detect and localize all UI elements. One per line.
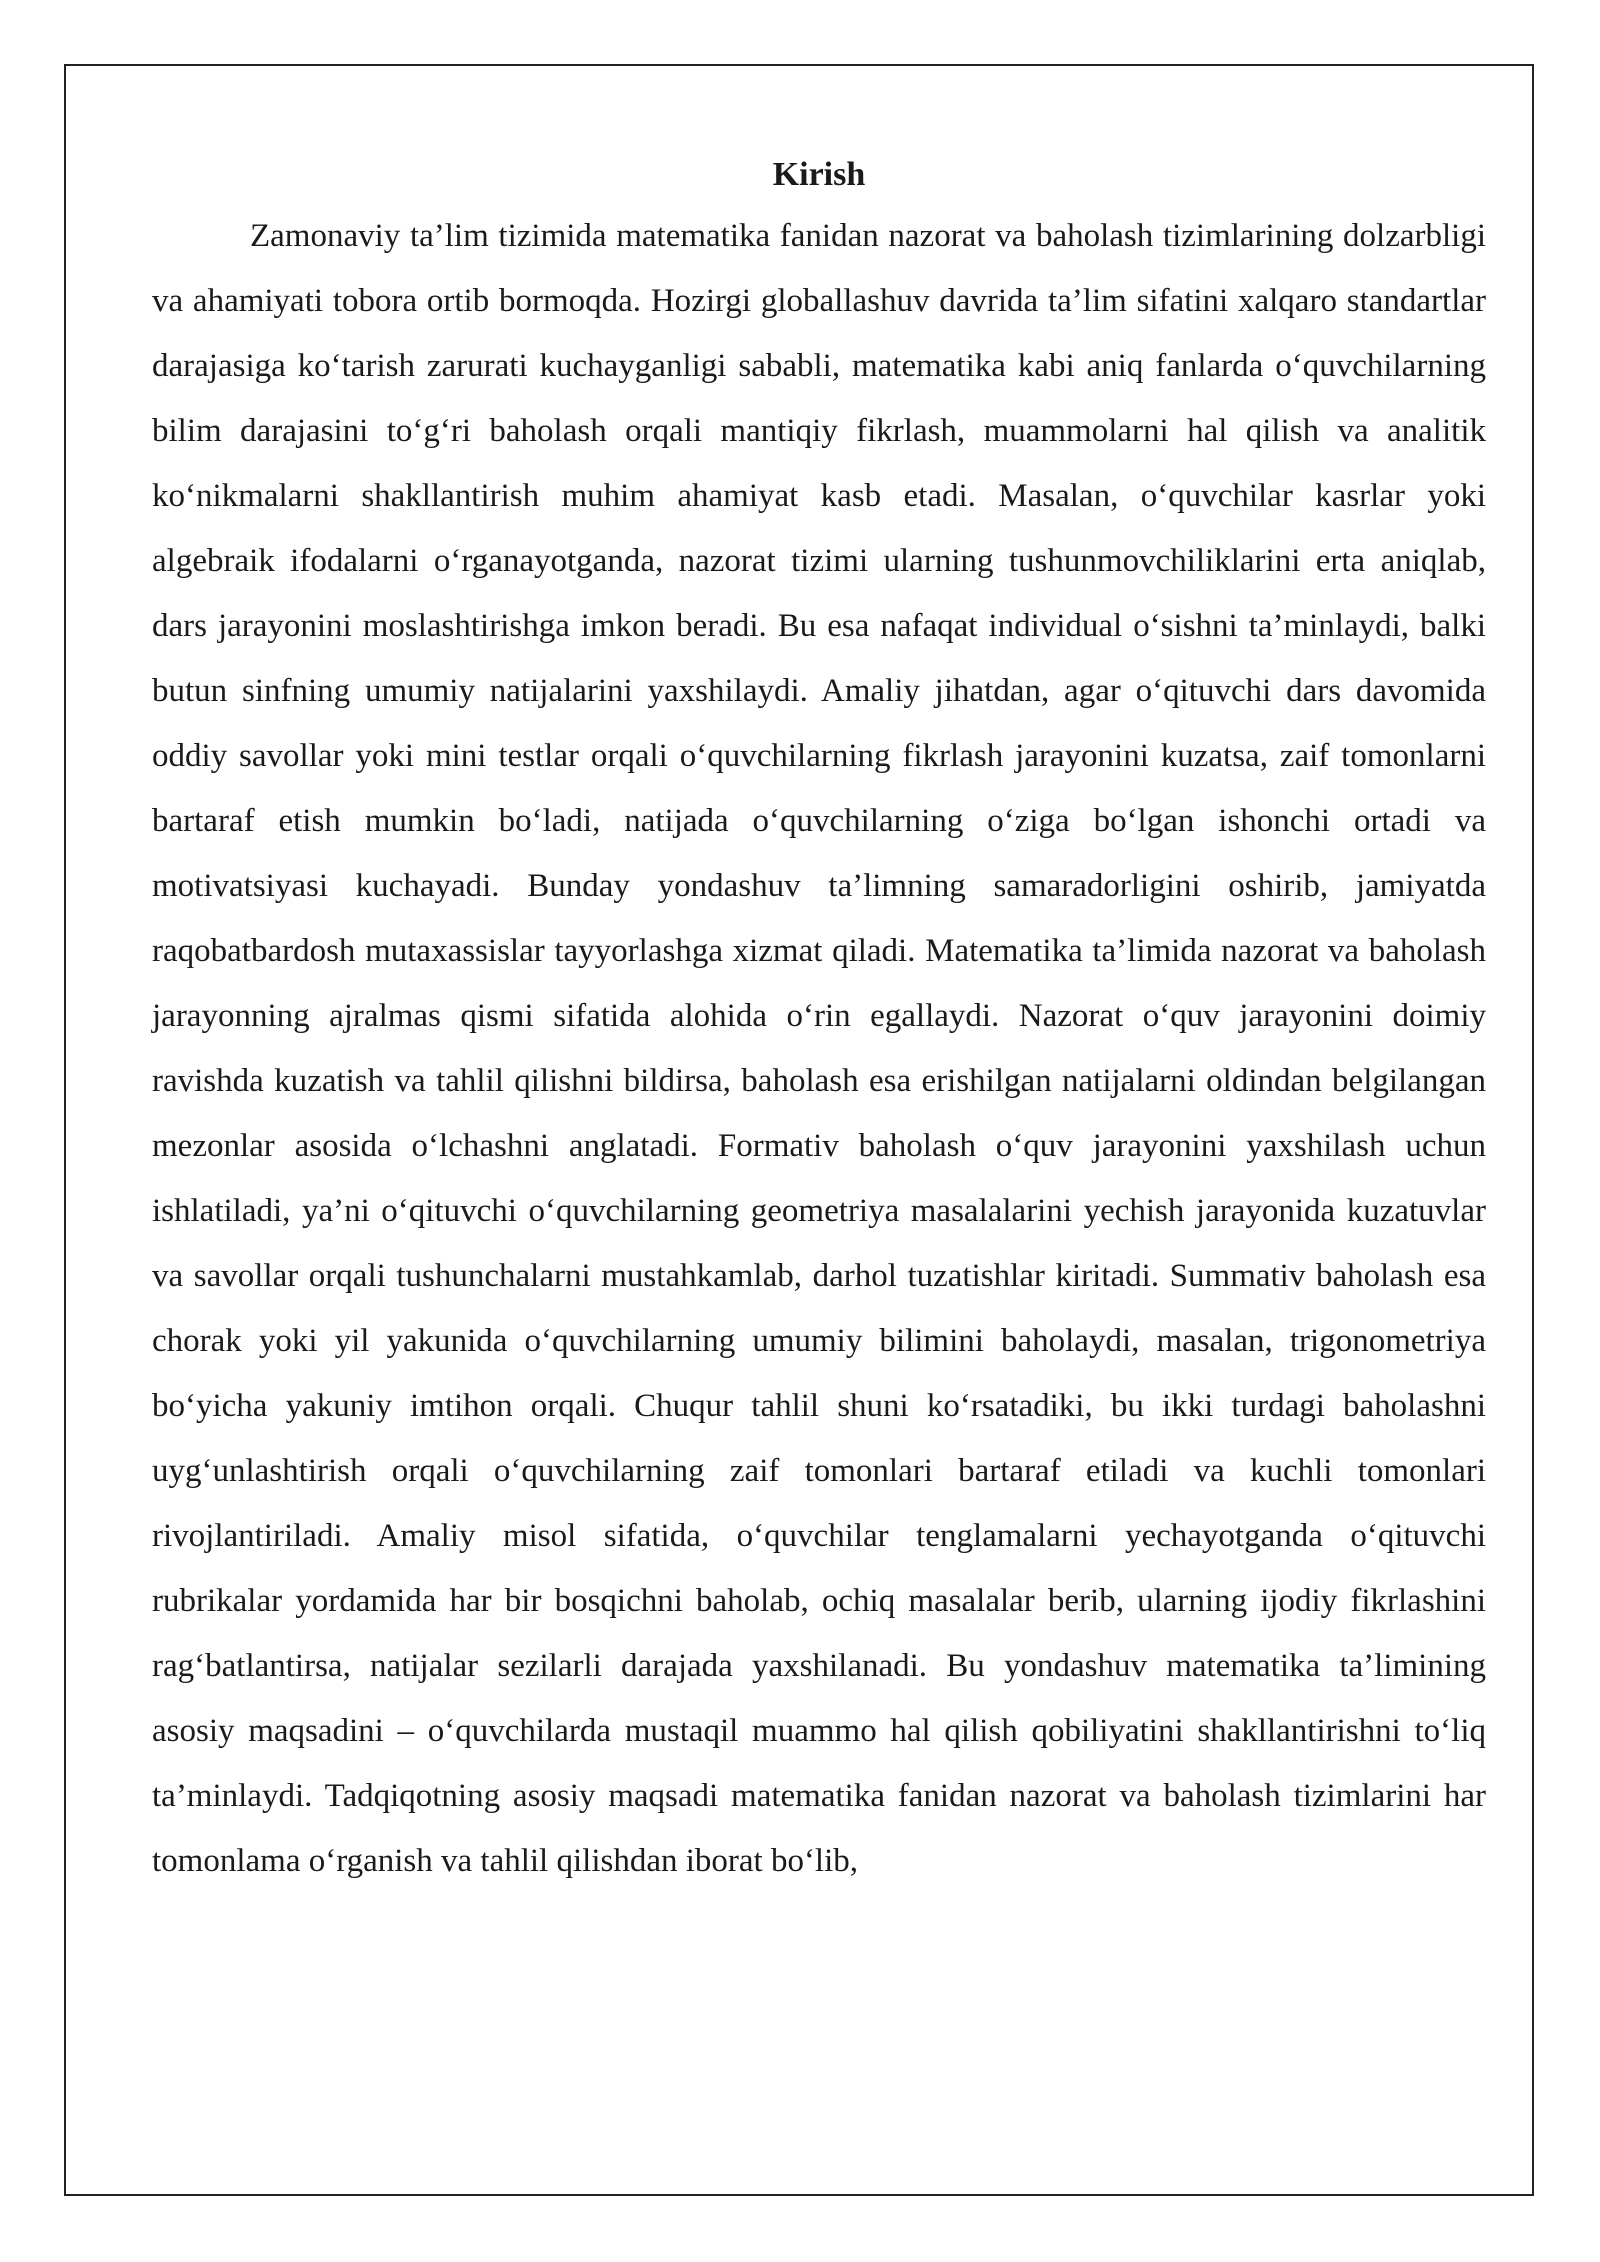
- document-body: [152, 146, 1486, 1894]
- section-title: Kirish: [772, 156, 866, 193]
- body-paragraph: Zamonaviy ta’lim tizimida matematika fanidan nazorat va baholash tizimlarining dolzarbligi va ahamiyati tobora ortib bormoqda. Hozirgi globallashuv davrida ta’lim sifatini xalqaro standartlar darajasiga ko‘tarish zarurati kuchayganligi sababli, matematika kabi aniq fanlarda o‘quvchilarning bilim darajasini to‘g‘ri baholash orqali mantiqiy fikrlash, muammolarni hal qilish va analitik ko‘nikmalarni shakllantirish muhim ahamiyat kasb etadi. Masalan, o‘quvchilar kasrlar yoki algebraik ifodalarni o‘rganayotganda, nazorat tizimi ularning tushunmovchiliklarini erta aniqlab, dars jarayonini moslashtirishga imkon beradi. Bu esa nafaqat individual o‘sishni ta’minlaydi, balki butun sinfning umumiy natijalarini yaxshilaydi. Amaliy jihatdan, agar o‘qituvchi dars davomida oddiy savollar yoki mini testlar orqali o‘quvchilarning fikrlash jarayonini kuzatsa, zaif tomonlarni bartaraf etish mumkin bo‘ladi, natijada o‘quvchilarning o‘ziga bo‘lgan ishonchi ortadi va motivatsiyasi kuchayadi. Bunday yondashuv ta’limning samaradorligini oshirib, jamiyatda raqobatbardosh mutaxassislar tayyorlashga xizmat qiladi. Matematika ta’limida nazorat va baholash jarayonning ajralmas qismi sifatida alohida o‘rin egallaydi. Nazorat o‘quv jarayonini doimiy ravishda kuzatish va tahlil qilishni bildirsa, baholash esa erishilgan natijalarni oldindan belgilangan mezonlar asosida o‘lchashni anglatadi. Formativ baholash o‘quv jarayonini yaxshilash uchun ishlatiladi, ya’ni o‘qituvchi o‘quvchilarning geometriya masalalarini yechish jarayonida kuzatuvlar va savollar orqali tushunchalarni mustahkamlab, darhol tuzatishlar kiritadi. Summativ baholash esa chorak yoki yil yakunida o‘quvchilarning umumiy bilimini baholaydi, masalan, trigonometriya bo‘yicha yakuniy imtihon orqali. Chuqur tahlil shuni ko‘rsatadiki, bu ikki turdagi baholashni uyg‘unlashtirish orqali o‘quvchilarning zaif tomonlari bartaraf etiladi va kuchli tomonlari rivojlantiriladi. Amaliy misol sifatida, o‘quvchilar tenglamalarni yechayotganda o‘qituvchi rubrikalar yordamida har bir bosqichni baholab, ochiq masalalar berib, ularning ijodiy fikrlashini rag‘batlantirsa, natijalar sezilarli darajada yaxshilanadi. Bu yondashuv matematika ta’limining asosiy maqsadini – o‘quvchilarda mustaqil muammo hal qilish qobiliyatini shakllantirishni to‘liq ta’minlaydi. Tadqiqotning asosiy maqsadi matematika fanidan nazorat va baholash tizimlarini har tomonlama o‘rganish va tahlil qilishdan iborat bo‘lib,: [152, 218, 1486, 1879]
